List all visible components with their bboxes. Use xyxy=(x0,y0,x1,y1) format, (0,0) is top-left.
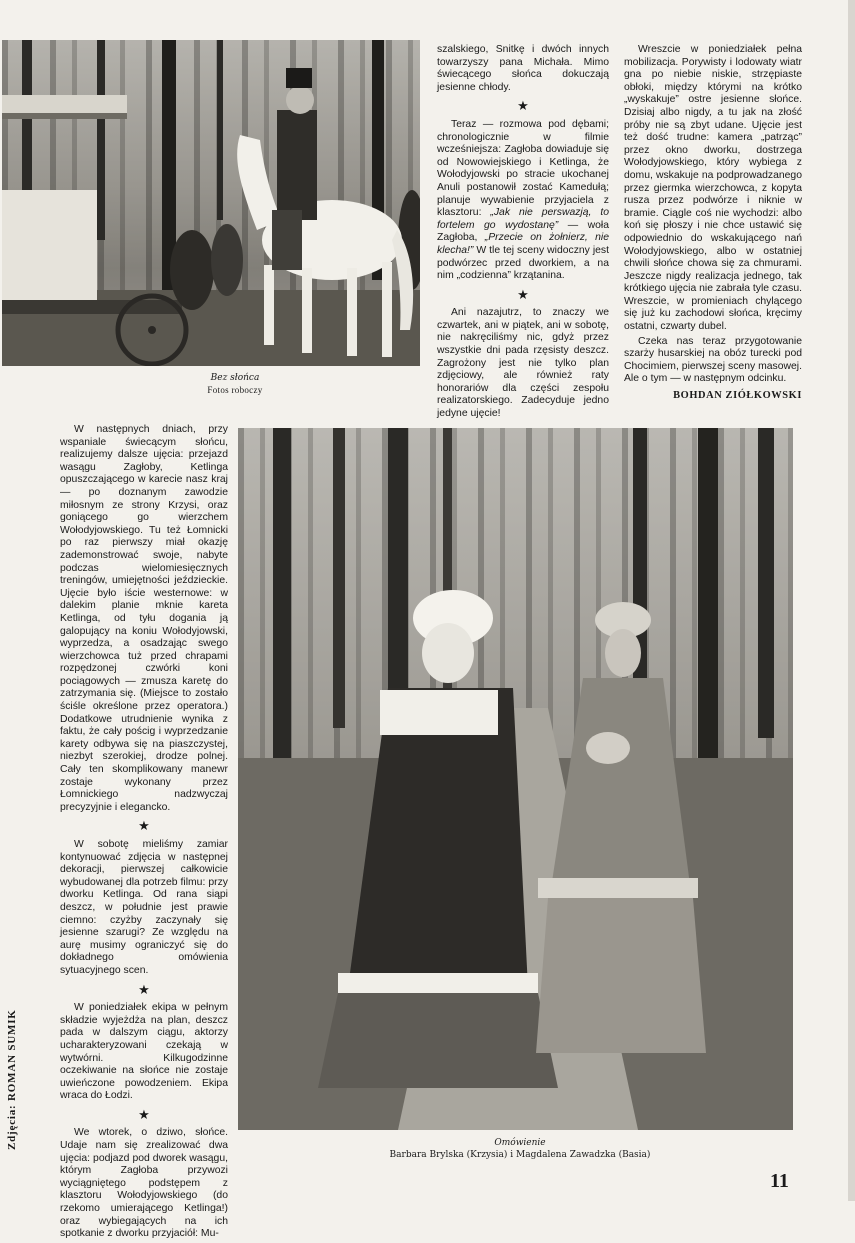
paragraph: Ani nazajutrz, to znaczy we czwartek, ani w piątek, ani w sobotę, nie nakręciliśmy nic, gdyż przez wszystkie dni pada rzęsisty deszcz. Zagrożony jest nie tylko plan zdjęciowy, ale również raty honorariów dla części zespołu realizatorskiego. Zadecyduje jedno jedyne ujęcie! xyxy=(437,307,609,420)
caption-bottom-photo xyxy=(260,1137,780,1161)
paragraph: Wreszcie w poniedziałek pełna mobilizacja. Porywisty i lodowaty wiatr gna po niebie niskie, strzępiaste obłoki, między którymi na krótko „wyskakuje” ostre jesienne słońce. Dzisiaj albo nigdy, a tu jak na złość próby nie są zbyt udane. Ujęcie jest też dość trudne: kamera „patrząc” przez okno dworku, dostrzega Wołodyjowskiego, który wybiega z domu, wskakuje na podprowadzanego przez giermka wierzchowca, z kopyta rusza przez podwórze i niknie w bramie. Ciągle coś nie wychodzi: albo koń się płoszy i nie chce ustawić się odpowiednio do wskakującego nań Wołodyjowskiego, albo w ostatniej chwili słońce chowa się za chmurami. Jeszcze nigdy realizacja jednego, tak krótkiego ujęcia nie zabrała tyle czasu. Wreszcie, w promieniach chylącego się już ku zachodowi słońca, kręcimy ostatni, czwarty dubel. xyxy=(624,44,802,333)
photo-carriage-horse xyxy=(2,40,420,366)
photo-two-women-illustration xyxy=(238,428,793,1130)
paragraph: szalskiego, Snitkę i dwóch innych towarzyszy pana Michała. Mimo świecącego słońca dokuczają jesienne chłody. xyxy=(437,44,609,93)
caption-top-title: Bez słońca xyxy=(210,373,260,383)
caption-bottom-title: Omówienie xyxy=(494,1138,546,1148)
photo-two-women-forest xyxy=(238,428,793,1130)
caption-top-photo xyxy=(160,372,310,396)
quote-text: „Jak nie perswazją, to fortelem go wydostanę” xyxy=(437,207,609,231)
author-byline: BOHDAN ZIÓŁKOWSKI xyxy=(673,390,802,402)
photo-carriage-horse-illustration xyxy=(2,40,420,366)
caption-bottom-names: Barbara Brylska (Krzysia) i Magdalena Zawadzka (Basia) xyxy=(389,1150,651,1160)
paragraph: W następnych dniach, przy wspaniale świecącym słońcu, realizujemy dalsze ujęcia: przejazd wasągu Zagłoby, Ketlinga opuszczającego w karecie nasz kraj — po doznanym zawodzie miłosnym ze strony Krzysi, oraz goniącego go wierzchem Wołodyjowskiego. Tu też Łomnicki po raz pierwszy miał okazję zademonstrować swoje, nabyte podczas wielomiesięcznych treningów, umiejętności jeździeckie. Ujęcie było iście westernowe: w dalekim planie mknie kareta Ketlinga, od tyłu dogania ją galopujący na koniu Wołodyjowski, wyprzedza, a osadzając swego wierzchowca tuż przed chrapami rozpędzonej czwórki koni pociągowych — zmusza karetę do zatrzymania się. (Miejsce to zostało ściśle określone przez operatora.) Dodatkowe utrudnienie wynika z faktu, że cały pościg i wyprzedzanie karety odbywa się na piaszczystej, niezbyt szerokiej, drodze polnej. Cały ten skomplikowany manewr zostaje wykonany przez Łomnickiego nadzwyczaj precyzyjnie i elegancko. xyxy=(60,424,228,813)
paragraph: W sobotę mieliśmy zamiar kontynuować zdjęcia w następnej dekoracji, pierwszej całkowicie wybudowanej dla potrzeb filmu: przy dworku Ketlinga. Od rana siąpi deszcz, w południe jest prawie ciemno: czyżby zaczynały się jesienne szarugi? Ze względu na aurę musimy ograniczyć się do dokładnego omówienia sytuacyjnego scen. xyxy=(60,839,228,976)
section-star: ★ xyxy=(138,818,150,834)
page-number: 11 xyxy=(770,1170,789,1192)
section-star: ★ xyxy=(517,98,529,114)
paragraph: Czeka nas teraz przygotowanie szarży husarskiej na obóz turecki pod Chocimiem, pierwszej sceny masowej. Ale o tym — w następnym odcinku. xyxy=(624,335,802,385)
section-star: ★ xyxy=(138,981,150,997)
article-column-top-right xyxy=(624,44,802,405)
paragraph-text: Teraz — rozmowa pod dębami; chronologicznie w filmie wcześniejsza: Zagłoba dowiaduje się od Nowowiejskiego i Ketlinga, że Wołodyjowski po stracie ukochanej Anuli postanowił zostać Kamedułą; planuje wywabienie przyjaciela z klasztoru: xyxy=(437,118,609,219)
paragraph-text: W tle tej sceny widoczny jest podwórzec przed dworkiem, a na nim „codzienna” krzątanina. xyxy=(437,244,609,282)
caption-top-credit: Fotos roboczy xyxy=(207,385,263,395)
section-star: ★ xyxy=(138,1106,150,1122)
paragraph: W poniedziałek ekipa w pełnym składzie wyjeżdża na plan, deszcz pada w dalszym ciągu, aktorzy ucharakteryzowani czekają w wytwórni. Kilkugodzinne oczekiwanie na słońce nie zostaje uwieńczone powodzeniem. Ekipa wraca do Łodzi. xyxy=(60,1002,228,1102)
paragraph-text: — woła Zagłoba, xyxy=(437,219,609,244)
page-edge xyxy=(848,0,855,1201)
photo-credit: Zdjęcia: ROMAN SUMIK xyxy=(6,1009,18,1150)
article-column-top-middle xyxy=(437,44,609,423)
quote-text: „Przecie on żołnierz, nie klecha!” xyxy=(437,232,609,256)
paragraph: We wtorek, o dziwo, słońce. Udaje nam się zrealizować dwa ujęcia: podjazd pod dworek wasągu, którym Zagłoba przywozi wyciągniętego podstępem z klasztoru Wołodyjowskiego (do rzekomo umierającego Ketlinga!) oraz wybiegających na ich spotkanie z dworku przyjaciół: Mu- xyxy=(60,1127,228,1240)
article-column-left xyxy=(60,424,228,1243)
paragraph xyxy=(437,119,609,283)
section-star: ★ xyxy=(517,286,529,302)
